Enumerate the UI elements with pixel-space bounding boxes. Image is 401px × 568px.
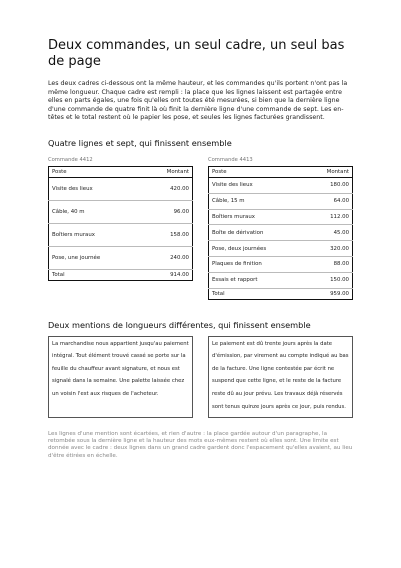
row-item: Essais et rapport [209,272,307,288]
total-amount: 959.00 [306,288,352,299]
order-table [48,166,193,281]
row-amount: 64.00 [306,193,352,209]
row-amount: 88.00 [306,256,352,272]
mention-ownership: La marchandise nous appartient jusqu'au paiement intégral. Tout élément trouvé cassé se porte sur la feuille du chauffeur avant signature, et nous est signalé dans la semaine. Une palette laissée chez un voisin l'est aux risques de l'acheteur. [48,336,193,418]
total-label: Total [49,269,143,280]
table-row [209,193,353,209]
row-item: Pose, deux journées [209,241,307,257]
total-label: Total [209,288,307,299]
orders-row [48,157,353,300]
table-row [49,223,193,246]
row-amount: 112.00 [306,209,352,225]
document-page [48,38,353,460]
table-row [49,177,193,200]
row-amount: 45.00 [306,225,352,241]
table-row [209,209,353,225]
intro-paragraph: Les deux cadres ci-dessous ont la même hauteur, et les commandes qu'ils portent n'ont pas la même longueur. Chaque cadre est rempli : la place que les lignes laissent est partagée entre elles en parts égales, une fois qu'elles ont toutes été mesurées, si bien que la dernière ligne d'une commande de quatre finit là où finit la dernière ligne d'une commande de sept. Les en-têtes et le total restent où le papier les pose, et seules les lignes facturées grandissent. [48,80,348,122]
section-title-orders: Quatre lignes et sept, qui finissent ensemble [48,137,232,148]
row-amount: 240.00 [143,246,193,269]
table-row [209,177,353,193]
row-item: Boîte de dérivation [209,225,307,241]
row-amount: 96.00 [143,200,193,223]
row-amount: 180.00 [306,177,352,193]
table-header-row [49,166,193,177]
mentions-row [48,336,353,418]
column-header-item: Poste [49,166,143,177]
order-4413 [208,157,353,300]
mention-payment: Le paiement est dû trente jours après la date d'émission, par virement au compte indiqué au bas de la facture. Une ligne contestée par écrit ne suspend que cette ligne, et le reste de la facture reste dû au jour prévu. Les travaux déjà réservés sont tenus quinze jours après ce jour, puis rendus. [208,336,353,418]
order-4412 [48,157,193,300]
column-header-item: Poste [209,166,307,177]
table-row [209,241,353,257]
row-item: Plaques de finition [209,256,307,272]
order-caption: Commande 4412 [48,156,93,163]
total-amount: 914.00 [143,269,193,280]
table-row [209,272,353,288]
column-header-amount: Montant [143,166,193,177]
section-title-mentions: Deux mentions de longueurs différentes, qui finissent ensemble [48,319,311,330]
total-row [209,288,353,299]
column-header-amount: Montant [306,166,352,177]
table-row [209,256,353,272]
table-row [49,200,193,223]
row-item: Visite des lieux [209,177,307,193]
order-caption: Commande 4413 [208,156,253,163]
row-item: Boîtiers muraux [209,209,307,225]
row-amount: 158.00 [143,223,193,246]
outro-paragraph: Les lignes d'une mention sont écartées, et rien d'autre : la place gardée autour d'un paragraphe, la retombée sous la dernière ligne et la hauteur des mots eux-mêmes restent où elles sont. Une limite est donnée avec le cadre : deux lignes dans un grand cadre gardent donc l'espacement qu'elles avaient, au lieu d'être étirées en échelle. [48,430,353,459]
row-amount: 320.00 [306,241,352,257]
row-item: Visite des lieux [49,177,143,200]
order-table [208,166,353,300]
row-amount: 150.00 [306,272,352,288]
row-item: Câble, 40 m [49,200,143,223]
row-item: Câble, 15 m [209,193,307,209]
row-item: Boîtiers muraux [49,223,143,246]
total-row [49,269,193,280]
row-item: Pose, une journée [49,246,143,269]
table-row [209,225,353,241]
row-amount: 420.00 [143,177,193,200]
table-header-row [209,166,353,177]
table-row [49,246,193,269]
page-title: Deux commandes, un seul cadre, un seul bas de page [48,38,345,69]
